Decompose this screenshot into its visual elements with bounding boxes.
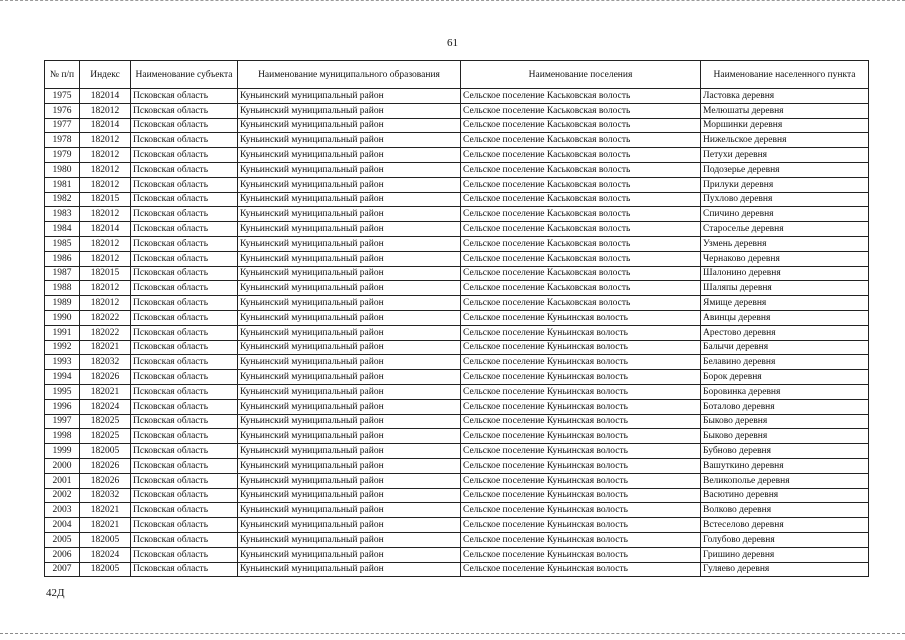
cell-number: 1993 bbox=[45, 355, 80, 370]
cell-settlement: Сельское поселение Куньинская волость bbox=[461, 370, 701, 385]
cell-locality: Спичино деревня bbox=[701, 207, 869, 222]
cell-locality: Арестово деревня bbox=[701, 325, 869, 340]
cell-subject: Псковская область bbox=[131, 562, 238, 577]
cell-index: 182032 bbox=[80, 355, 131, 370]
cell-number: 1994 bbox=[45, 370, 80, 385]
cell-locality: Голубово деревня bbox=[701, 532, 869, 547]
table-row bbox=[45, 340, 869, 355]
table-row bbox=[45, 162, 869, 177]
cell-locality: Боталово деревня bbox=[701, 399, 869, 414]
cell-settlement: Сельское поселение Каськовская волость bbox=[461, 222, 701, 237]
cell-subject: Псковская область bbox=[131, 429, 238, 444]
table-row bbox=[45, 222, 869, 237]
cell-subject: Псковская область bbox=[131, 444, 238, 459]
cell-number: 1975 bbox=[45, 89, 80, 104]
cell-subject: Псковская область bbox=[131, 488, 238, 503]
table-row bbox=[45, 355, 869, 370]
table-row bbox=[45, 532, 869, 547]
cell-subject: Псковская область bbox=[131, 118, 238, 133]
cell-municipality: Куньинский муниципальный район bbox=[238, 444, 461, 459]
cell-subject: Псковская область bbox=[131, 177, 238, 192]
cell-subject: Псковская область bbox=[131, 222, 238, 237]
cell-subject: Псковская область bbox=[131, 148, 238, 163]
table-row bbox=[45, 473, 869, 488]
header-index: Индекс bbox=[80, 61, 131, 89]
cell-locality: Узмень деревня bbox=[701, 236, 869, 251]
cell-number: 2000 bbox=[45, 458, 80, 473]
cell-municipality: Куньинский муниципальный район bbox=[238, 266, 461, 281]
cell-settlement: Сельское поселение Каськовская волость bbox=[461, 177, 701, 192]
cell-locality: Шаляпы деревня bbox=[701, 281, 869, 296]
cell-index: 182022 bbox=[80, 325, 131, 340]
table-row bbox=[45, 562, 869, 577]
cell-subject: Псковская область bbox=[131, 133, 238, 148]
cell-municipality: Куньинский муниципальный район bbox=[238, 488, 461, 503]
table-row bbox=[45, 133, 869, 148]
cell-number: 1988 bbox=[45, 281, 80, 296]
table-body bbox=[45, 89, 869, 577]
cell-locality: Мелюшаты деревня bbox=[701, 103, 869, 118]
cell-municipality: Куньинский муниципальный район bbox=[238, 296, 461, 311]
cell-locality: Бубново деревня bbox=[701, 444, 869, 459]
cell-settlement: Сельское поселение Куньинская волость bbox=[461, 429, 701, 444]
cell-index: 182021 bbox=[80, 384, 131, 399]
cell-number: 1984 bbox=[45, 222, 80, 237]
cell-subject: Псковская область bbox=[131, 325, 238, 340]
cell-locality: Балычи деревня bbox=[701, 340, 869, 355]
header-number: № п/п bbox=[45, 61, 80, 89]
cell-municipality: Куньинский муниципальный район bbox=[238, 547, 461, 562]
table-row bbox=[45, 488, 869, 503]
cell-municipality: Куньинский муниципальный район bbox=[238, 414, 461, 429]
table-row bbox=[45, 177, 869, 192]
cell-number: 2002 bbox=[45, 488, 80, 503]
cell-municipality: Куньинский муниципальный район bbox=[238, 192, 461, 207]
cell-subject: Псковская область bbox=[131, 518, 238, 533]
cell-subject: Псковская область bbox=[131, 340, 238, 355]
cell-number: 2001 bbox=[45, 473, 80, 488]
cell-index: 182012 bbox=[80, 103, 131, 118]
cell-index: 182026 bbox=[80, 458, 131, 473]
table-row bbox=[45, 103, 869, 118]
cell-subject: Псковская область bbox=[131, 547, 238, 562]
cell-municipality: Куньинский муниципальный район bbox=[238, 162, 461, 177]
cell-settlement: Сельское поселение Куньинская волость bbox=[461, 458, 701, 473]
cell-number: 1990 bbox=[45, 310, 80, 325]
cell-locality: Нижельское деревня bbox=[701, 133, 869, 148]
cell-municipality: Куньинский муниципальный район bbox=[238, 518, 461, 533]
cell-locality: Петухи деревня bbox=[701, 148, 869, 163]
cell-settlement: Сельское поселение Куньинская волость bbox=[461, 325, 701, 340]
cell-subject: Псковская область bbox=[131, 503, 238, 518]
cell-settlement: Сельское поселение Каськовская волость bbox=[461, 103, 701, 118]
cell-subject: Псковская область bbox=[131, 355, 238, 370]
page-number: 61 bbox=[447, 37, 458, 49]
cell-municipality: Куньинский муниципальный район bbox=[238, 222, 461, 237]
cell-index: 182025 bbox=[80, 414, 131, 429]
cell-locality: Боровинка деревня bbox=[701, 384, 869, 399]
cell-subject: Псковская область bbox=[131, 236, 238, 251]
cell-locality: Встеселово деревня bbox=[701, 518, 869, 533]
cell-number: 2007 bbox=[45, 562, 80, 577]
cell-settlement: Сельское поселение Куньинская волость bbox=[461, 444, 701, 459]
table-row bbox=[45, 325, 869, 340]
footer-code: 42Д bbox=[46, 587, 65, 599]
cell-subject: Псковская область bbox=[131, 207, 238, 222]
cell-index: 182022 bbox=[80, 310, 131, 325]
cell-municipality: Куньинский муниципальный район bbox=[238, 399, 461, 414]
cell-settlement: Сельское поселение Куньинская волость bbox=[461, 503, 701, 518]
cell-index: 182014 bbox=[80, 118, 131, 133]
table-row bbox=[45, 118, 869, 133]
cell-settlement: Сельское поселение Каськовская волость bbox=[461, 281, 701, 296]
cell-number: 2004 bbox=[45, 518, 80, 533]
cell-index: 182012 bbox=[80, 148, 131, 163]
cell-number: 1980 bbox=[45, 162, 80, 177]
cell-locality: Прилуки деревня bbox=[701, 177, 869, 192]
cell-locality: Васютино деревня bbox=[701, 488, 869, 503]
header-locality: Наименование населенного пункта bbox=[701, 61, 869, 89]
cell-index: 182015 bbox=[80, 266, 131, 281]
cell-index: 182015 bbox=[80, 192, 131, 207]
cell-locality: Ямище деревня bbox=[701, 296, 869, 311]
cell-index: 182012 bbox=[80, 251, 131, 266]
cell-subject: Псковская область bbox=[131, 296, 238, 311]
cell-index: 182012 bbox=[80, 281, 131, 296]
cell-settlement: Сельское поселение Каськовская волость bbox=[461, 296, 701, 311]
cell-municipality: Куньинский муниципальный район bbox=[238, 532, 461, 547]
cell-index: 182005 bbox=[80, 444, 131, 459]
cell-number: 2005 bbox=[45, 532, 80, 547]
cell-locality: Чернаково деревня bbox=[701, 251, 869, 266]
cell-locality: Гуляево деревня bbox=[701, 562, 869, 577]
cell-index: 182005 bbox=[80, 562, 131, 577]
cell-index: 182032 bbox=[80, 488, 131, 503]
cell-number: 1985 bbox=[45, 236, 80, 251]
cell-settlement: Сельское поселение Каськовская волость bbox=[461, 89, 701, 104]
cell-index: 182026 bbox=[80, 473, 131, 488]
cell-locality: Быково деревня bbox=[701, 414, 869, 429]
cell-number: 2006 bbox=[45, 547, 80, 562]
cell-number: 1976 bbox=[45, 103, 80, 118]
cell-index: 182021 bbox=[80, 340, 131, 355]
cell-index: 182012 bbox=[80, 236, 131, 251]
cell-number: 1977 bbox=[45, 118, 80, 133]
cell-number: 1979 bbox=[45, 148, 80, 163]
cell-locality: Гришино деревня bbox=[701, 547, 869, 562]
cell-locality: Быково деревня bbox=[701, 429, 869, 444]
cell-locality: Великополье деревня bbox=[701, 473, 869, 488]
table-row bbox=[45, 414, 869, 429]
cell-locality: Белавино деревня bbox=[701, 355, 869, 370]
table-row bbox=[45, 207, 869, 222]
cell-locality: Борок деревня bbox=[701, 370, 869, 385]
cell-number: 1989 bbox=[45, 296, 80, 311]
cell-settlement: Сельское поселение Каськовская волость bbox=[461, 236, 701, 251]
cell-municipality: Куньинский муниципальный район bbox=[238, 370, 461, 385]
cell-subject: Псковская область bbox=[131, 162, 238, 177]
table-row bbox=[45, 148, 869, 163]
table-row bbox=[45, 547, 869, 562]
cell-index: 182021 bbox=[80, 503, 131, 518]
cell-municipality: Куньинский муниципальный район bbox=[238, 355, 461, 370]
cell-subject: Псковская область bbox=[131, 384, 238, 399]
cell-settlement: Сельское поселение Куньинская волость bbox=[461, 562, 701, 577]
table-row bbox=[45, 444, 869, 459]
cell-municipality: Куньинский муниципальный район bbox=[238, 340, 461, 355]
cell-settlement: Сельское поселение Каськовская волость bbox=[461, 192, 701, 207]
scan-edge-bottom bbox=[0, 633, 905, 638]
cell-number: 1982 bbox=[45, 192, 80, 207]
cell-index: 182012 bbox=[80, 207, 131, 222]
cell-settlement: Сельское поселение Каськовская волость bbox=[461, 148, 701, 163]
cell-subject: Псковская область bbox=[131, 473, 238, 488]
cell-settlement: Сельское поселение Куньинская волость bbox=[461, 547, 701, 562]
cell-subject: Псковская область bbox=[131, 532, 238, 547]
cell-subject: Псковская область bbox=[131, 458, 238, 473]
table-row bbox=[45, 503, 869, 518]
cell-index: 182026 bbox=[80, 370, 131, 385]
cell-number: 1996 bbox=[45, 399, 80, 414]
cell-index: 182012 bbox=[80, 133, 131, 148]
cell-municipality: Куньинский муниципальный район bbox=[238, 310, 461, 325]
cell-settlement: Сельское поселение Каськовская волость bbox=[461, 266, 701, 281]
cell-municipality: Куньинский муниципальный район bbox=[238, 384, 461, 399]
cell-index: 182014 bbox=[80, 222, 131, 237]
settlements-table bbox=[44, 60, 869, 577]
cell-settlement: Сельское поселение Куньинская волость bbox=[461, 414, 701, 429]
table-row bbox=[45, 399, 869, 414]
cell-settlement: Сельское поселение Каськовская волость bbox=[461, 251, 701, 266]
table-row bbox=[45, 518, 869, 533]
cell-subject: Псковская область bbox=[131, 103, 238, 118]
table-row bbox=[45, 429, 869, 444]
cell-subject: Псковская область bbox=[131, 370, 238, 385]
cell-municipality: Куньинский муниципальный район bbox=[238, 236, 461, 251]
cell-subject: Псковская область bbox=[131, 251, 238, 266]
cell-settlement: Сельское поселение Каськовская волость bbox=[461, 207, 701, 222]
cell-index: 182012 bbox=[80, 296, 131, 311]
cell-settlement: Сельское поселение Куньинская волость bbox=[461, 384, 701, 399]
cell-settlement: Сельское поселение Куньинская волость bbox=[461, 488, 701, 503]
cell-municipality: Куньинский муниципальный район bbox=[238, 133, 461, 148]
cell-number: 1986 bbox=[45, 251, 80, 266]
table-row bbox=[45, 370, 869, 385]
cell-index: 182012 bbox=[80, 162, 131, 177]
cell-number: 2003 bbox=[45, 503, 80, 518]
cell-index: 182012 bbox=[80, 177, 131, 192]
table-row bbox=[45, 192, 869, 207]
cell-municipality: Куньинский муниципальный район bbox=[238, 148, 461, 163]
cell-municipality: Куньинский муниципальный район bbox=[238, 458, 461, 473]
cell-municipality: Куньинский муниципальный район bbox=[238, 207, 461, 222]
table-row bbox=[45, 458, 869, 473]
table-header bbox=[45, 61, 869, 89]
header-settlement: Наименование поселения bbox=[461, 61, 701, 89]
scan-edge-top bbox=[0, 0, 905, 4]
cell-subject: Псковская область bbox=[131, 266, 238, 281]
cell-municipality: Куньинский муниципальный район bbox=[238, 251, 461, 266]
cell-settlement: Сельское поселение Каськовская волость bbox=[461, 162, 701, 177]
cell-locality: Подозерье деревня bbox=[701, 162, 869, 177]
table-row bbox=[45, 384, 869, 399]
table-row bbox=[45, 89, 869, 104]
cell-locality: Авинцы деревня bbox=[701, 310, 869, 325]
cell-municipality: Куньинский муниципальный район bbox=[238, 562, 461, 577]
cell-subject: Псковская область bbox=[131, 89, 238, 104]
cell-locality: Вашуткино деревня bbox=[701, 458, 869, 473]
cell-settlement: Сельское поселение Каськовская волость bbox=[461, 133, 701, 148]
cell-number: 1978 bbox=[45, 133, 80, 148]
cell-municipality: Куньинский муниципальный район bbox=[238, 103, 461, 118]
cell-subject: Псковская область bbox=[131, 192, 238, 207]
cell-index: 182024 bbox=[80, 547, 131, 562]
table-row bbox=[45, 310, 869, 325]
table-row bbox=[45, 281, 869, 296]
cell-settlement: Сельское поселение Куньинская волость bbox=[461, 399, 701, 414]
table-row bbox=[45, 296, 869, 311]
cell-number: 1987 bbox=[45, 266, 80, 281]
cell-settlement: Сельское поселение Каськовская волость bbox=[461, 118, 701, 133]
cell-settlement: Сельское поселение Куньинская волость bbox=[461, 310, 701, 325]
cell-number: 1983 bbox=[45, 207, 80, 222]
cell-municipality: Куньинский муниципальный район bbox=[238, 429, 461, 444]
cell-number: 1991 bbox=[45, 325, 80, 340]
header-row bbox=[45, 61, 869, 89]
cell-settlement: Сельское поселение Куньинская волость bbox=[461, 340, 701, 355]
cell-index: 182024 bbox=[80, 399, 131, 414]
cell-municipality: Куньинский муниципальный район bbox=[238, 177, 461, 192]
cell-municipality: Куньинский муниципальный район bbox=[238, 473, 461, 488]
cell-number: 1999 bbox=[45, 444, 80, 459]
cell-subject: Псковская область bbox=[131, 399, 238, 414]
header-subject: Наименование субъекта bbox=[131, 61, 238, 89]
table-row bbox=[45, 251, 869, 266]
cell-locality: Волково деревня bbox=[701, 503, 869, 518]
cell-locality: Ластовка деревня bbox=[701, 89, 869, 104]
cell-municipality: Куньинский муниципальный район bbox=[238, 281, 461, 296]
cell-number: 1992 bbox=[45, 340, 80, 355]
cell-subject: Псковская область bbox=[131, 414, 238, 429]
table-row bbox=[45, 236, 869, 251]
cell-locality: Староселье деревня bbox=[701, 222, 869, 237]
cell-municipality: Куньинский муниципальный район bbox=[238, 118, 461, 133]
cell-settlement: Сельское поселение Куньинская волость bbox=[461, 518, 701, 533]
cell-municipality: Куньинский муниципальный район bbox=[238, 503, 461, 518]
cell-index: 182014 bbox=[80, 89, 131, 104]
cell-subject: Псковская область bbox=[131, 310, 238, 325]
cell-locality: Шалонино деревня bbox=[701, 266, 869, 281]
cell-number: 1997 bbox=[45, 414, 80, 429]
cell-locality: Моршинки деревня bbox=[701, 118, 869, 133]
cell-number: 1998 bbox=[45, 429, 80, 444]
cell-settlement: Сельское поселение Куньинская волость bbox=[461, 355, 701, 370]
cell-municipality: Куньинский муниципальный район bbox=[238, 325, 461, 340]
cell-municipality: Куньинский муниципальный район bbox=[238, 89, 461, 104]
cell-subject: Псковская область bbox=[131, 281, 238, 296]
table-row bbox=[45, 266, 869, 281]
cell-settlement: Сельское поселение Куньинская волость bbox=[461, 473, 701, 488]
cell-locality: Пухлово деревня bbox=[701, 192, 869, 207]
cell-settlement: Сельское поселение Куньинская волость bbox=[461, 532, 701, 547]
header-municipality: Наименование муниципального образования bbox=[238, 61, 461, 89]
cell-index: 182005 bbox=[80, 532, 131, 547]
cell-index: 182025 bbox=[80, 429, 131, 444]
cell-number: 1995 bbox=[45, 384, 80, 399]
cell-number: 1981 bbox=[45, 177, 80, 192]
cell-index: 182021 bbox=[80, 518, 131, 533]
